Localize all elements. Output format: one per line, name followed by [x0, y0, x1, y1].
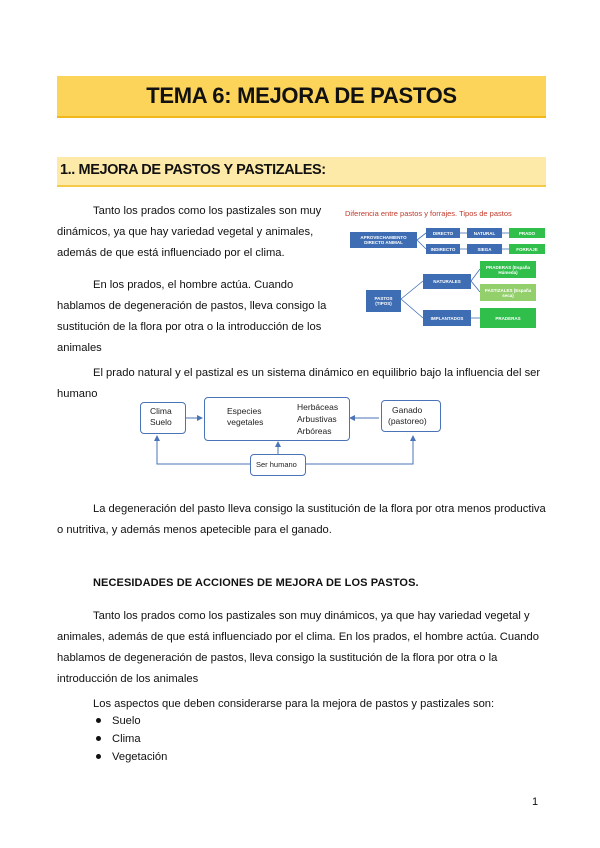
text-line: humano	[57, 388, 98, 400]
list-item: Suelo	[96, 712, 167, 730]
text-line: o nutritiva, y además menos apetecible para el ganado.	[57, 524, 332, 536]
flow-herbaceas: Herbáceas	[297, 402, 339, 412]
flow-clima: Clima	[150, 406, 172, 416]
node-praderas-humeda: PRADERAS (España Húmeda)	[480, 261, 536, 278]
diagram-title: Diferencia entre pastos y forrajes. Tipos de pastos	[345, 209, 512, 218]
flow-ser-humano	[250, 454, 306, 476]
section-heading-bar	[57, 157, 546, 187]
paragraph-1	[57, 201, 339, 264]
text-line: sustitución de la flora por otra o la introducción de los	[57, 321, 322, 333]
node-prado: PRADO	[509, 228, 545, 238]
text-line: El prado natural y el pastizal es un sistema dinámico en equilibrio bajo la influencia del ser	[93, 367, 541, 379]
flow-suelo: Suelo	[150, 417, 172, 427]
text-line: animales	[57, 342, 102, 354]
text-line: introducción de los animales	[57, 673, 199, 685]
flow-humano-label: Ser humano	[256, 460, 297, 469]
aspects-list	[96, 712, 167, 766]
node-pastizales-seca: PASTIZALES (España seca)	[480, 284, 536, 301]
text-line: además de que está influenciado por el clima.	[57, 247, 285, 259]
text-line: La degeneración del pasto lleva consigo la sustitución de la flora por otra menos productiva	[93, 503, 546, 515]
text-line: hablamos de degeneración de pastos, lleva consigo la sustitución de la flora por otra o la	[57, 652, 498, 664]
flow-arboreas: Arbóreas	[297, 426, 332, 436]
page-number: 1	[532, 796, 539, 808]
text-line: Tanto los prados como los pastizales son muy dinámicos, ya que hay variedad vegetal y	[93, 610, 530, 622]
flow-arbustivas: Arbustivas	[297, 414, 337, 424]
flow-ganado	[381, 400, 441, 432]
flow-especies	[204, 397, 350, 441]
flow-ganado-label: Ganado	[392, 405, 423, 415]
list-item: Vegetación	[96, 748, 167, 766]
node-siega: SIEGA	[467, 244, 502, 254]
text-line: En los prados, el hombre actúa. Cuando	[93, 279, 294, 291]
text-line: Tanto los prados como los pastizales son muy	[93, 205, 322, 217]
text-line: animales, además de que está influenciado por el clima. En los prados, el hombre actúa. Cuando	[57, 631, 539, 643]
node-natural: NATURAL	[467, 228, 502, 238]
page-title: TEMA 6: MEJORA DE PASTOS	[146, 83, 457, 108]
flow-diagram	[140, 396, 440, 478]
node-praderas: PRADERAS	[480, 308, 536, 328]
paragraph-5	[57, 606, 546, 690]
node-naturales: NATURALES	[423, 274, 471, 289]
paragraph-4	[57, 499, 546, 541]
paragraph-6: Los aspectos que deben considerarse para la mejora de pastos y pastizales son:	[93, 698, 495, 710]
text-line: hablamos de degeneración de pastos, lleva consigo la	[57, 300, 327, 312]
flow-clima-suelo	[140, 402, 186, 434]
node-implantados: IMPLANTADOS	[423, 310, 471, 326]
node-forraje: FORRAJE	[509, 244, 545, 254]
node-aprovechamiento: APROVECHAMIENTO DIRECTO ANIMAL	[350, 232, 417, 248]
pastos-tipos-diagram	[343, 206, 548, 336]
paragraph-2	[57, 275, 339, 359]
flow-pastoreo: (pastoreo)	[388, 416, 427, 426]
list-item: Clima	[96, 730, 167, 748]
section-heading: 1.. MEJORA DE PASTOS Y PASTIZALES:	[60, 162, 326, 178]
node-pastos-tipos: PASTOS (TIPOS)	[366, 290, 401, 312]
flow-especies-label: Especies vegetales	[227, 406, 264, 427]
node-indirecto: INDIRECTO	[426, 244, 460, 254]
section-2-heading: NECESIDADES DE ACCIONES DE MEJORA DE LOS PASTOS.	[93, 577, 419, 589]
node-directo: DIRECTO	[426, 228, 460, 238]
text-line: dinámicos, ya que hay variedad vegetal y animales,	[57, 226, 314, 238]
title-banner	[57, 76, 546, 118]
